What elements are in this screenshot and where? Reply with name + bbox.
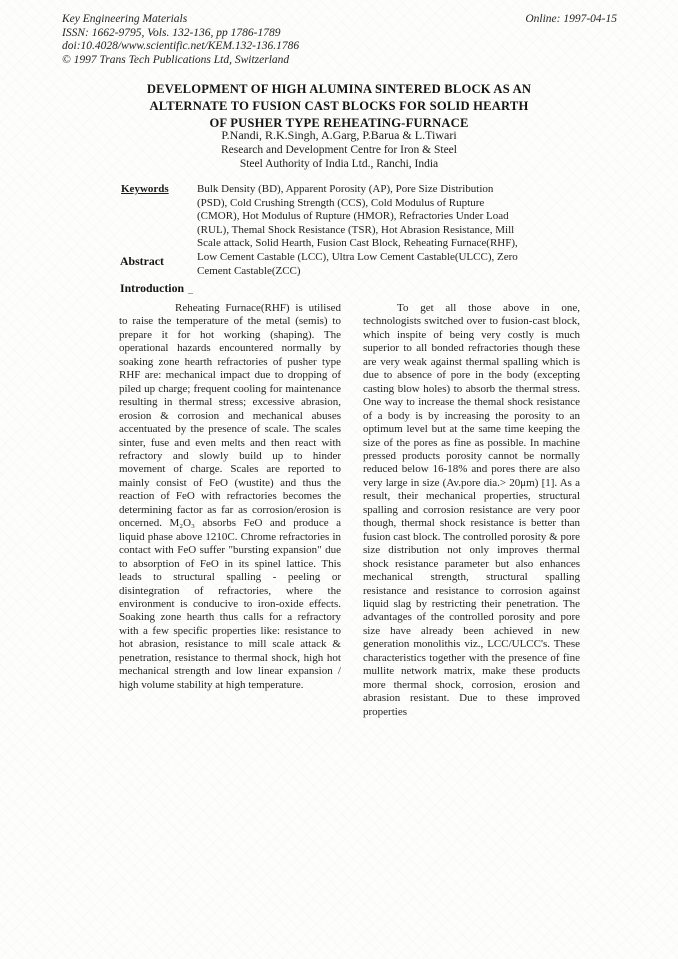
journal-doi-line: doi:10.4028/www.scientific.net/KEM.132-136.1786 (62, 40, 300, 52)
keywords-text: Bulk Density (BD), Apparent Porosity (AP), Pore Size Distribution (PSD), Cold Crushing Strength (CCS), Cold Modulus of Rupture (CMOR), Hot Modulus of Rupture (HMOR), Refractories Under Load (RUL), Themal Shock Resistance (TSR), Hot Abrasion Resistance, Mill Scale attack, Solid Hearth, Fusion Cast Block, Reheating Furnace(RHF), Low Cement Castable (LCC), Ultra Low Cement Castable(ULCC), Zero Cement Castable(ZCC) (197, 183, 518, 277)
journal-title: Key Engineering Materials (62, 13, 188, 25)
authors-line: P.Nandi, R.K.Singh, A.Garg, P.Barua & L.Tiwari (221, 128, 457, 142)
body-columns (119, 302, 580, 719)
title-line-1: DEVELOPMENT OF HIGH ALUMINA SINTERED BLOCK AS AN (146, 82, 532, 96)
abstract-heading: Abstract (120, 254, 164, 268)
affiliation-line-1: Research and Development Centre for Iron & Steel (221, 144, 457, 156)
byline-block (0, 127, 678, 171)
journal-copyright-line: © 1997 Trans Tech Publications Ltd, Switzerland (62, 53, 290, 66)
keywords-label: Keywords (121, 183, 169, 195)
affiliation-line-2: Steel Authority of India Ltd., Ranchi, India (239, 158, 439, 170)
scan-artifact-mark: _ (188, 284, 194, 295)
title-line-2: ALTERNATE TO FUSION CAST BLOCKS FOR SOLID HEARTH (149, 99, 529, 113)
introduction-paragraph-right-column: To get all those above in one, technologists switched over to fusion-cast block, which inspite of being very costly is much superior to all bonded refractories though these are very weak against thermal spalling which is due to absence of pore in the body (excepting casting blow holes) to absorb the thermal stress. One way to increase the themal shock resistance of a body is by increasing the porosity to an optimum level but at the same time keeping the size of the pores as fine as possible. In machine pressed products porosity cannot be normally reduced below 16-18% and pores there are also very large in size (Av.pore dia.> 20μm) [1]. As a result, their mechanical properties, structural spalling and corrosion resistance are very poor though, thermal shock resistance is better than fusion cast block. The controlled porosity & pore size distribution not only improves thermal shock resistance parameter but also enhances mechanical strength, structural spalling resistance and resistance to corrosion against liquid slag by restricting their penetration. The advantages of the controlled porosity and pore size have already been achieved in new generation monolithis viz., LCC/ULCC's. These characteristics together with the presence of fine mullite network matrix, make these products more thermal shock, corrosion, erosion and abrasion resistant. Due to these improved properties (363, 302, 580, 718)
journal-masthead (62, 13, 617, 67)
introduction-heading-text: Introduction (120, 281, 185, 295)
journal-info-block (62, 13, 299, 67)
journal-issn-line: ISSN: 1662-9795, Vols. 132-136, pp 1786-1789 (62, 26, 281, 39)
paper-title (0, 81, 678, 132)
introduction-paragraph-left-column: Reheating Furnace(RHF) is utilised to raise the temperature of the metal (semis) to prepare it for hot working (shaping). The operational hazards encountered normally by soaking zone hearth refractories of pusher type RHF are: mechanical impact due to dropping of piled up charge; frequent cooling for maintenance resulting in thermal stress; excessive abrasion, erosion & corrosion and mechanical abuses accentuated by the presence of scale. The scales sinter, fuse and even melts and then react with refractory and slowly build up to hinder movement of charge. Scales are reported to mainly consist of FeO (wustite) and thus the reaction of FeO with refractories becomes the determining factor as far as corrosion/erosion is oncerned. M₂O₃ absorbs FeO and produce a liquid phase above 1210C. Chrome refractories in contact with FeO suffer "bursting expansion" due to absorption of FeO in its spinel lattice. This leads to structural spalling - peeling or disintegration of refractories, where the environment is conducive to iron-oxide effects. Soaking zone hearth thus calls for a refractory with a few specific properties like: resistance to hot abrasion, resistance to mill scale attack & penetration, resistance to thermal shock, high hot mechanical strength and low linear expansion / high volume stability at high temperature. (119, 302, 341, 691)
online-date: Online: 1997-04-15 (525, 13, 617, 25)
keywords-block (121, 183, 519, 278)
introduction-heading (120, 281, 193, 296)
title-line-3: OF PUSHER TYPE REHEATING-FURNACE (209, 116, 469, 130)
